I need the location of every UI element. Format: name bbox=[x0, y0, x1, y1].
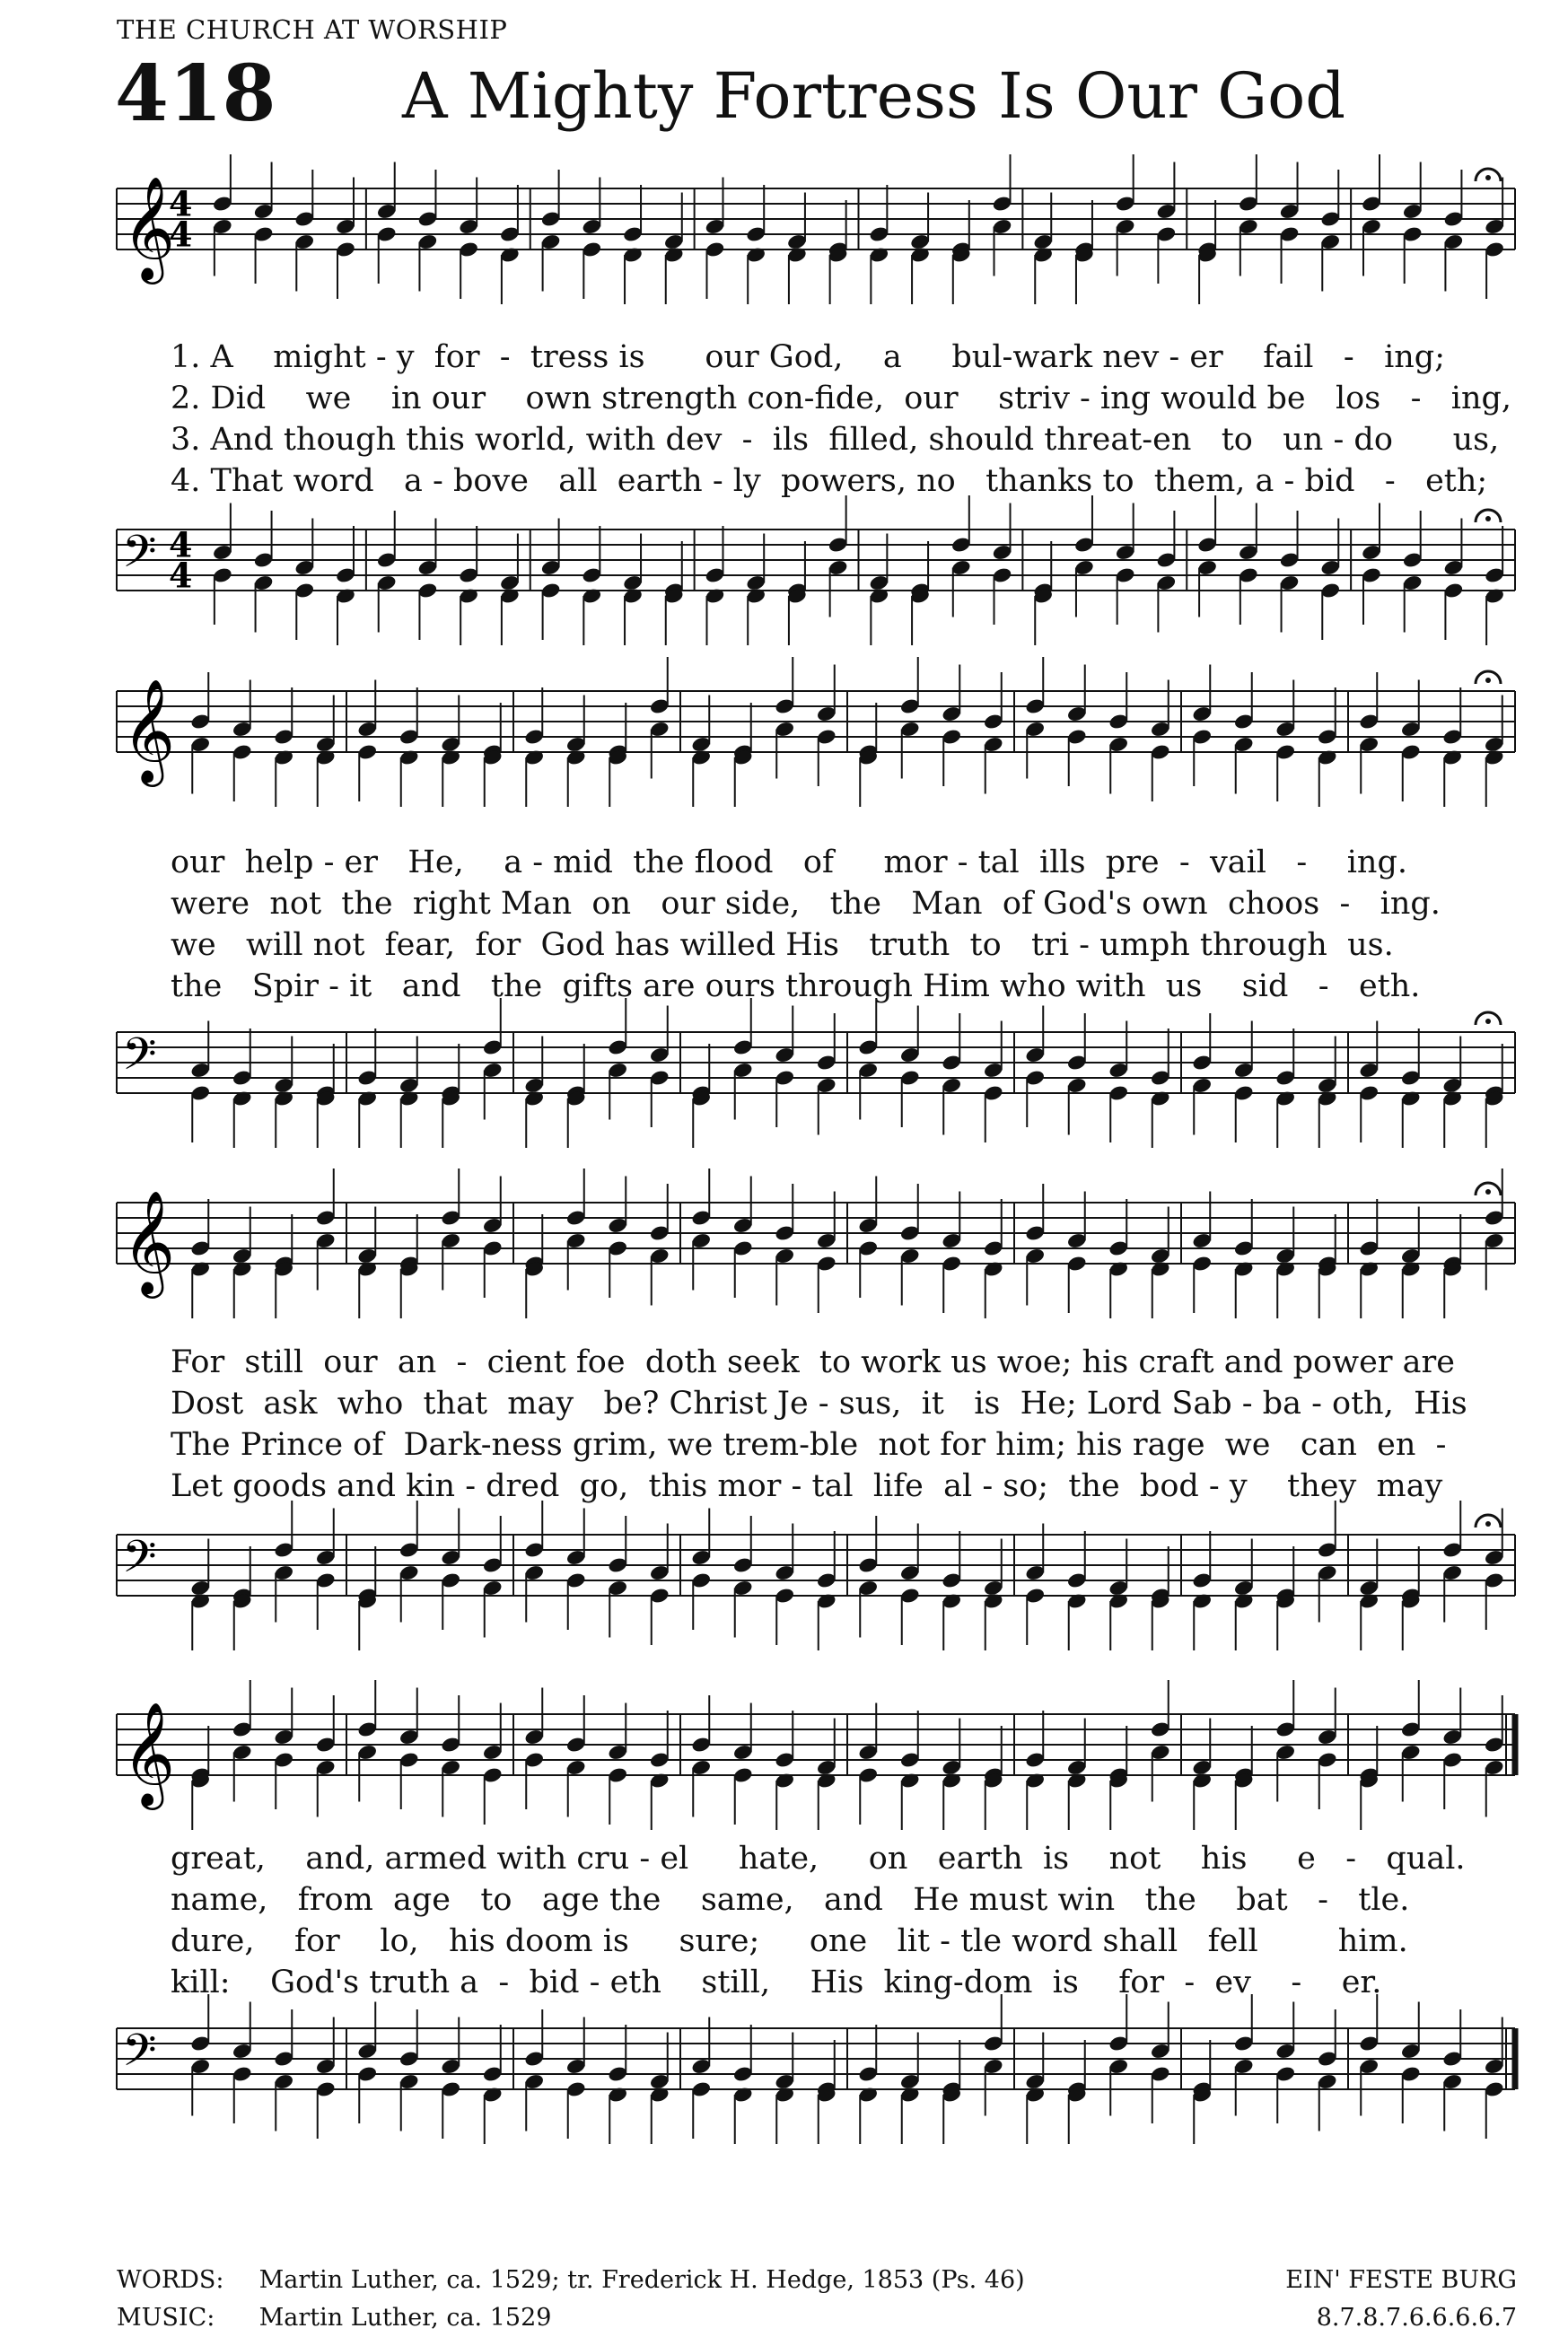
section-title: THE CHURCH AT WORSHIP bbox=[117, 14, 508, 45]
words-credit bbox=[117, 2262, 1025, 2299]
lyric-verse-3: dure, for lo, his doom is sure; one lit - tle word shall fell him. bbox=[171, 1923, 1408, 1959]
lyrics-system-1 bbox=[171, 337, 1512, 502]
bass-staff-3 bbox=[0, 1508, 1568, 1696]
time-signature: 4 bbox=[169, 183, 193, 224]
bass-clef-icon: 𝄢 bbox=[122, 2025, 157, 2088]
treble-clef-icon: 𝄞 bbox=[122, 1189, 176, 1294]
hymn-number: 418 bbox=[115, 48, 276, 139]
treble-clef-icon: 𝄞 bbox=[122, 678, 176, 783]
lyric-verse-1: our help - er He, a - mid the flood of mor - tal ills pre - vail - ing. bbox=[171, 845, 1407, 880]
time-signature: 4 bbox=[169, 524, 193, 565]
bass-clef-icon: 𝄢 bbox=[122, 526, 157, 589]
lyric-verse-3: we will not fear, for God has willed His truth to tri - umph through us. bbox=[171, 927, 1394, 963]
time-signature: 4 bbox=[169, 555, 193, 596]
fermata-dot bbox=[1485, 1019, 1491, 1024]
lyric-verse-1: 1. A might - y for - tress is our God, a bul-wark nev - er fail - ing; bbox=[171, 339, 1445, 375]
treble-clef-icon: 𝄞 bbox=[122, 1701, 176, 1806]
fermata-dot bbox=[1485, 678, 1491, 683]
treble-clef-icon: 𝄞 bbox=[122, 175, 176, 280]
fermata-dot bbox=[1485, 1189, 1491, 1195]
time-signature: 4 bbox=[169, 214, 193, 255]
lyric-verse-2: name, from age to age the same, and He must win the bat - tle. bbox=[171, 1882, 1410, 1918]
fermata-dot bbox=[1485, 175, 1491, 180]
music-credit-row bbox=[117, 2299, 1517, 2337]
hymn-title: A Mighty Fortress Is Our God bbox=[402, 59, 1346, 133]
music-credit bbox=[117, 2299, 551, 2337]
lyric-verse-4: 4. That word a - bove all earth - ly powers, no thanks to them, a - bid - eth; bbox=[171, 463, 1488, 499]
lyric-verse-4: the Spir - it and the gifts are ours through Him who with us sid - eth. bbox=[171, 968, 1421, 1004]
credits bbox=[117, 2262, 1517, 2337]
bass-staff-2 bbox=[0, 1005, 1568, 1194]
lyrics-system-3 bbox=[171, 1342, 1499, 1507]
bass-clef-icon: 𝄢 bbox=[122, 1028, 157, 1091]
treble-staff-2 bbox=[0, 664, 1568, 862]
tune-name: EIN' FESTE BURG bbox=[1285, 2266, 1517, 2294]
lyric-verse-3: The Prince of Dark-ness grim, we trem-ble not for him; his rage we can en - bbox=[171, 1427, 1447, 1463]
words-text: Martin Luther, ca. 1529; tr. Frederick H. Hedge, 1853 (Ps. 46) bbox=[258, 2266, 1025, 2294]
bass-staff-1 bbox=[0, 503, 1568, 691]
lyric-verse-2: were not the right Man on our side, the Man of God's own choos - ing. bbox=[171, 886, 1441, 922]
fermata-dot bbox=[1485, 516, 1491, 521]
bass-clef-icon: 𝄢 bbox=[122, 1531, 157, 1594]
bass-staff-4 bbox=[0, 2001, 1568, 2226]
fermata-dot bbox=[1485, 1521, 1491, 1527]
lyric-verse-1: great, and, armed with cru - el hate, on earth is not his e - qual. bbox=[171, 1841, 1466, 1877]
lyric-verse-3: 3. And though this world, with dev - ils filled, should threat-en to un - do us, bbox=[171, 422, 1500, 458]
lyrics-system-4 bbox=[171, 1838, 1499, 2003]
music-text: Martin Luther, ca. 1529 bbox=[258, 2304, 552, 2332]
lyric-verse-2: 2. Did we in our own strength con-fide, our striv - ing would be los - ing, bbox=[171, 381, 1512, 416]
lyrics-system-2 bbox=[171, 842, 1499, 1007]
words-label: WORDS: bbox=[117, 2266, 224, 2294]
lyric-verse-4: kill: God's truth a - bid - eth still, His king-dom is for - ev - er. bbox=[171, 1965, 1382, 2000]
meter: 8.7.8.7.6.6.6.6.7 bbox=[1316, 2304, 1517, 2332]
lyric-verse-1: For still our an - cient foe doth seek to work us woe; his craft and power are bbox=[171, 1344, 1455, 1380]
music-label: MUSIC: bbox=[117, 2304, 215, 2332]
lyric-verse-4: Let goods and kin - dred go, this mor - tal life al - so; the bod - y they may bbox=[171, 1468, 1443, 1504]
treble-staff-1 bbox=[0, 162, 1568, 359]
lyric-verse-2: Dost ask who that may be? Christ Je - sus, it is He; Lord Sab - ba - oth, His bbox=[171, 1386, 1467, 1422]
words-credit-row bbox=[117, 2262, 1517, 2299]
